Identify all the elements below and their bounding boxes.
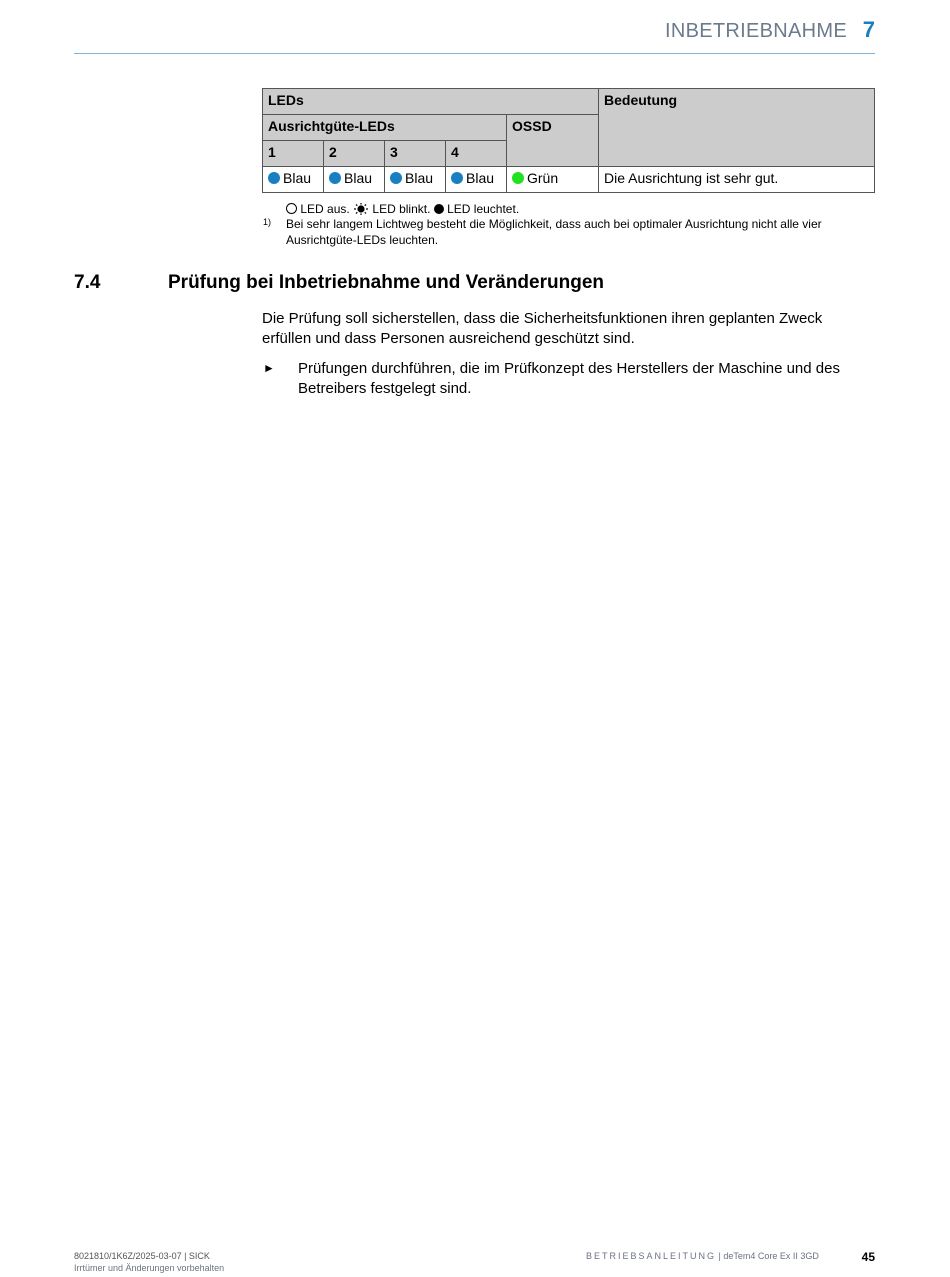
col-leds: LEDs	[263, 89, 599, 115]
chapter-number: 7	[862, 17, 875, 42]
cell-ossd	[507, 167, 599, 193]
ossd-state: Grün	[527, 170, 559, 186]
col-ossd: OSSD	[507, 115, 599, 167]
led-off-icon	[286, 203, 297, 214]
section-paragraph: Die Prüfung soll sicherstellen, dass die Sicherheitsfunktionen ihren geplanten Zweck erfüllen und dass Personen ausreichend geschützt sind.	[262, 310, 823, 347]
footnote-text: Bei sehr langem Lichtweg besteht die Möglichkeit, dass auch bei optimaler Ausrichtung nicht alle vier Ausrichtgüte-LEDs leuchten.	[286, 217, 822, 247]
col-led-3: 3	[385, 141, 446, 167]
bullet-arrow-icon: ►	[263, 361, 275, 375]
led-on-icon	[434, 204, 444, 214]
page-number: 45	[861, 1250, 875, 1264]
cell-meaning: Die Ausrichtung ist sehr gut.	[599, 167, 875, 193]
led-4-state: Blau	[466, 170, 495, 186]
legend-blinking: LED blinkt.	[372, 202, 431, 216]
footer-middle	[586, 1251, 819, 1261]
blue-led-icon	[329, 172, 341, 184]
page-header	[74, 16, 875, 54]
col-led-2: 2	[324, 141, 385, 167]
footer-doc-type: BETRIEBSANLEITUNG	[586, 1251, 717, 1261]
led-blinking-icon	[353, 203, 369, 215]
led-status-table	[262, 88, 875, 193]
bullet-text: Prüfungen durchführen, die im Prüfkonzept des Herstellers der Maschine und des Betreibers festgelegt sind.	[298, 360, 840, 397]
footer-doc-id: 8021810/1K6Z/2025-03-07 | SICK	[74, 1251, 210, 1261]
section-title: Prüfung bei Inbetriebnahme und Veränderungen	[168, 272, 604, 293]
led-2-state: Blau	[344, 170, 373, 186]
footnote-mark: 1)	[263, 217, 272, 227]
col-alignment-leds: Ausrichtgüte-LEDs	[263, 115, 507, 141]
blue-led-icon	[390, 172, 402, 184]
chapter-title: INBETRIEBNAHME	[664, 20, 847, 42]
footer-separator: |	[716, 1251, 724, 1261]
cell-led-1	[263, 167, 324, 193]
footer-disclaimer: Irrtümer und Änderungen vorbehalten	[74, 1263, 225, 1273]
legend-off: LED aus.	[300, 202, 350, 216]
green-led-icon	[512, 172, 524, 184]
led-legend	[286, 201, 519, 217]
led-1-state: Blau	[283, 170, 312, 186]
table-row	[263, 167, 875, 193]
legend-on: LED leuchtet.	[447, 202, 520, 216]
col-led-1: 1	[263, 141, 324, 167]
cell-led-4	[446, 167, 507, 193]
footer-left	[74, 1250, 224, 1274]
footer-product: deTem4 Core Ex II 3GD	[723, 1251, 819, 1261]
blue-led-icon	[451, 172, 463, 184]
col-meaning: Bedeutung	[599, 89, 875, 167]
blue-led-icon	[268, 172, 280, 184]
cell-led-2	[324, 167, 385, 193]
led-3-state: Blau	[405, 170, 434, 186]
section-number: 7.4	[74, 272, 101, 293]
cell-led-3	[385, 167, 446, 193]
col-led-4: 4	[446, 141, 507, 167]
